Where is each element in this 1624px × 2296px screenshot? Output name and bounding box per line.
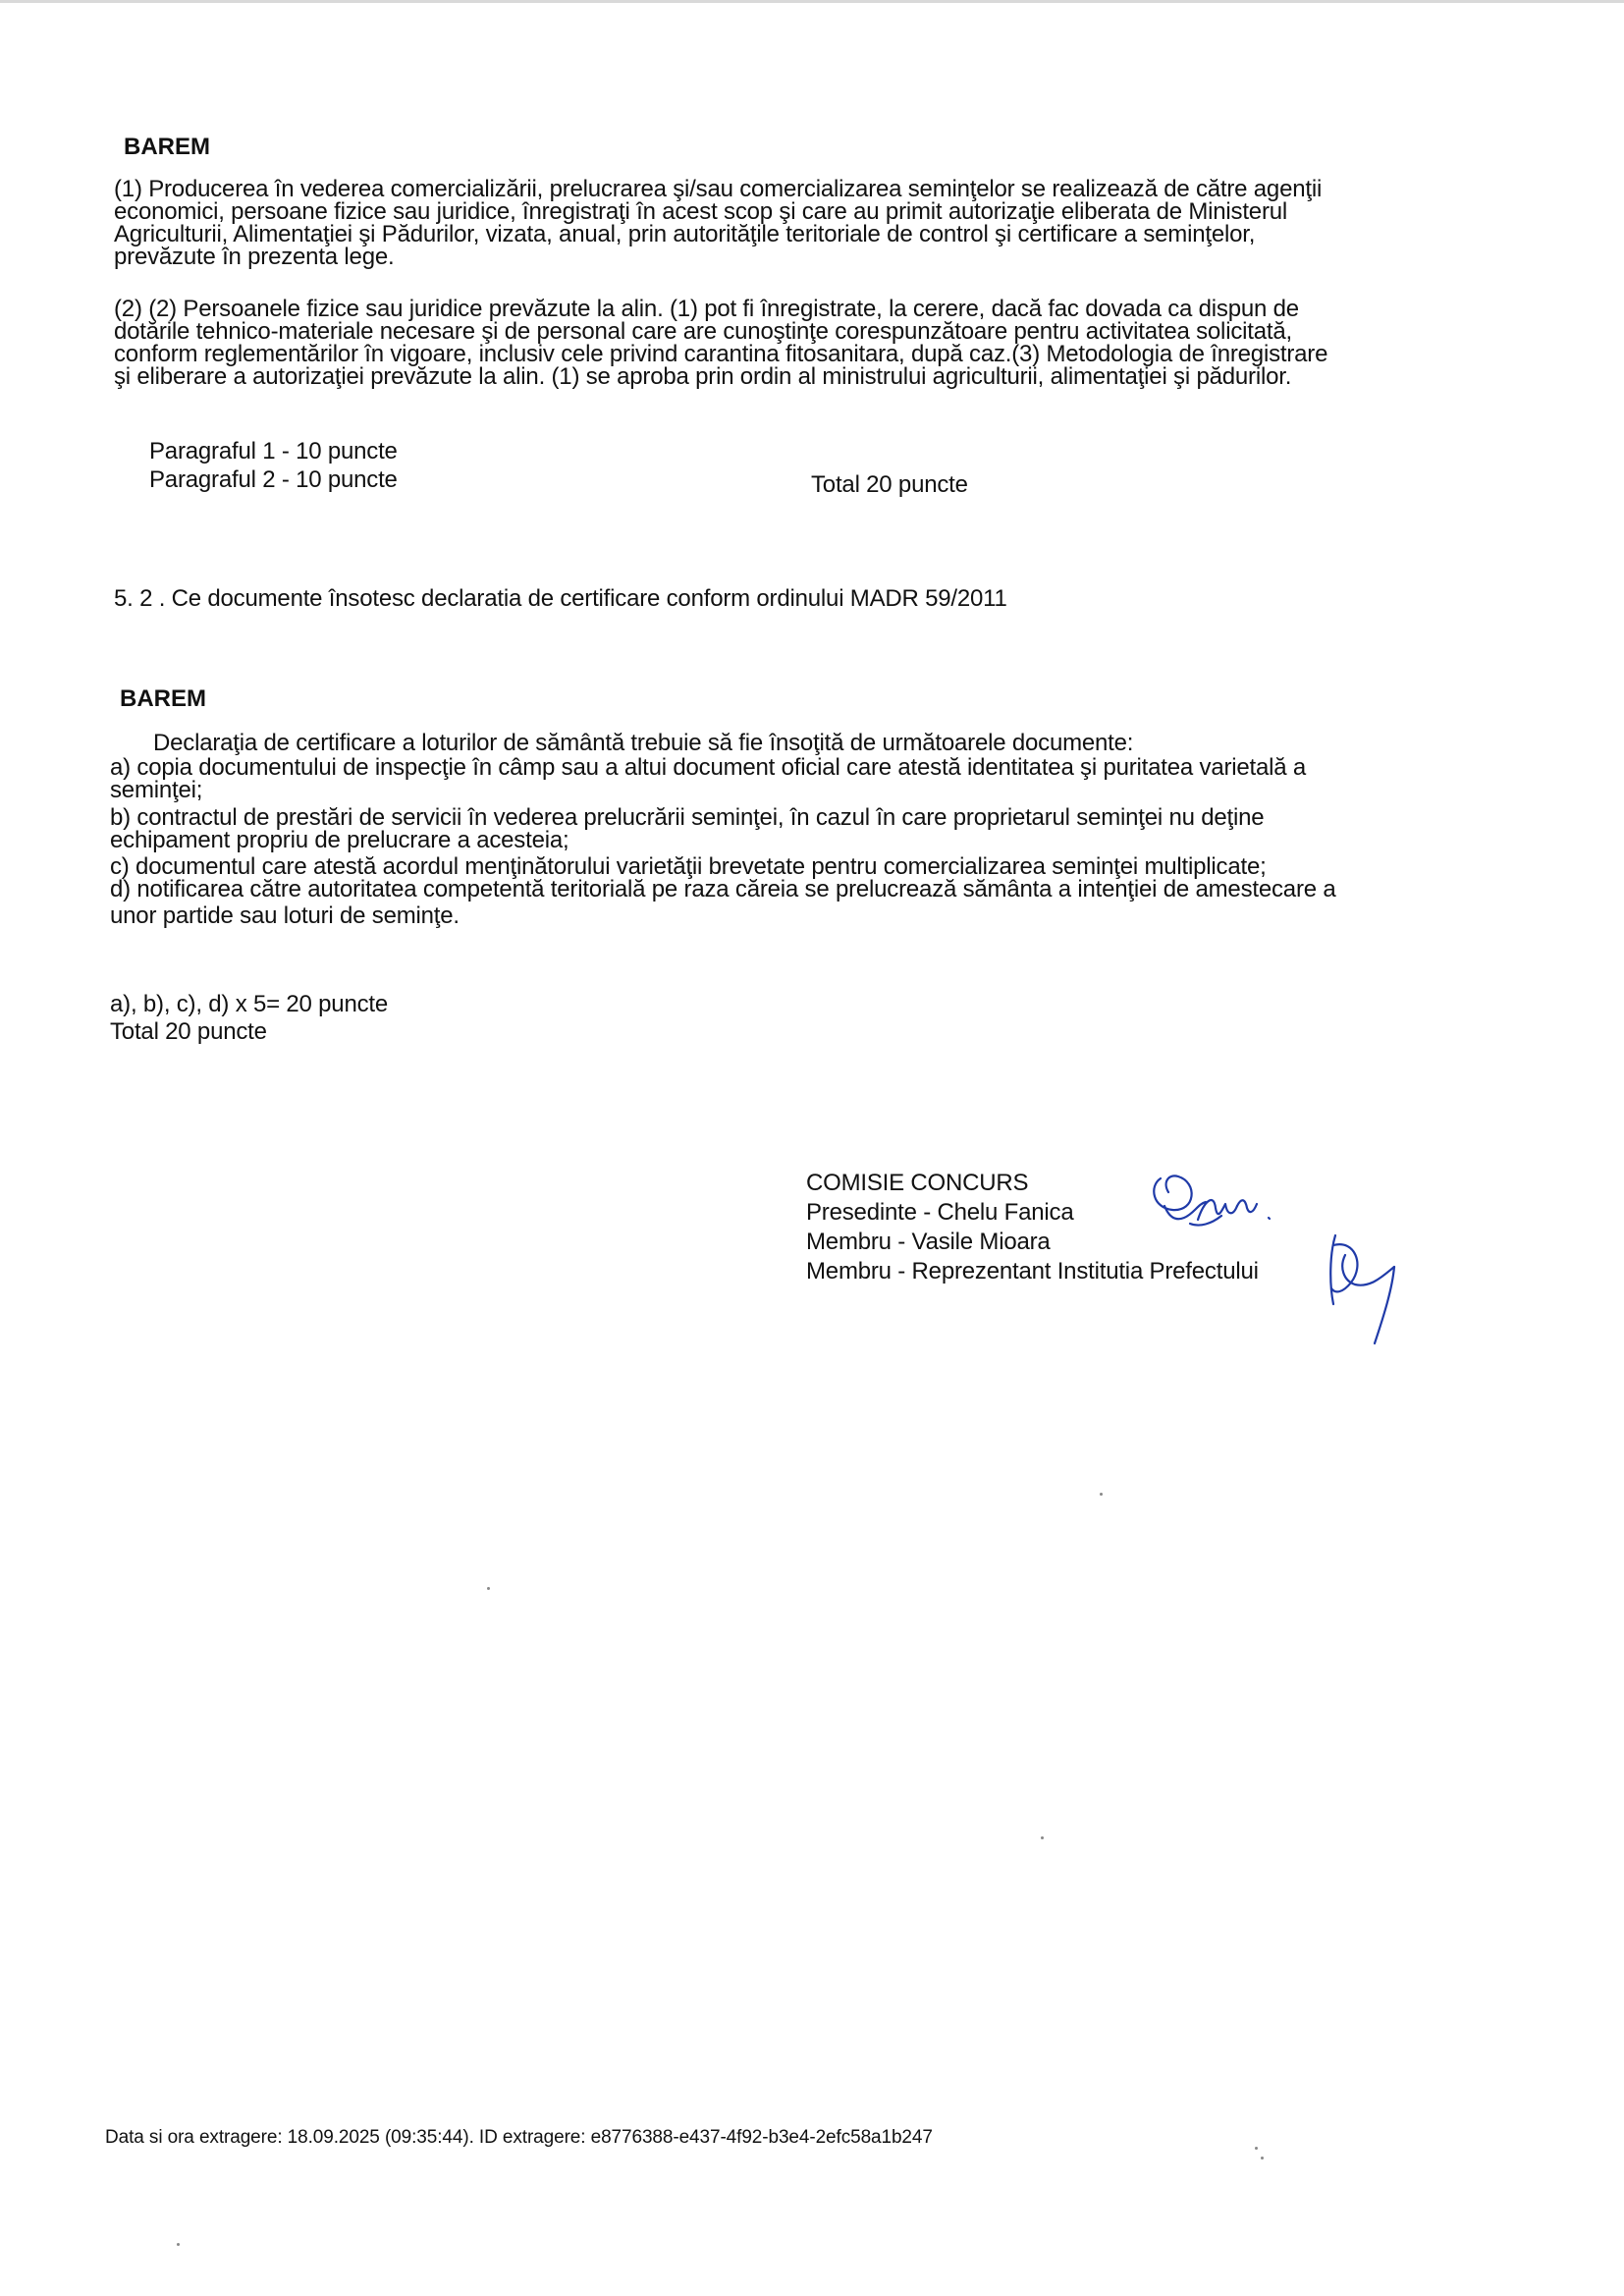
commission-member: Membru - Vasile Mioara <box>806 1229 1051 1255</box>
list-item: unor partide sau loturi de seminţe. <box>110 902 460 929</box>
list-item: c) documentul care atestă acordul menţinătorului varietăţii brevetate pentru comercializarea seminţei multiplicate; <box>110 853 1267 880</box>
scan-speck <box>1261 2157 1264 2159</box>
text-line: (1) Producerea în vederea comercializării, prelucrarea şi/sau comercializarea seminţelor se realizează de către agenţii <box>114 176 1323 202</box>
signature-president <box>1139 1159 1316 1247</box>
text-line: şi eliberare a autorizaţiei prevăzute la alin. (1) se aproba prin ordin al ministrului agriculturii, alimentaţiei şi pădurilor. <box>114 363 1292 390</box>
commission-member: Membru - Reprezentant Institutia Prefectului <box>806 1258 1259 1285</box>
total-score-1: Total 20 puncte <box>811 471 968 498</box>
list-item: echipament propriu de prelucrare a acesteia; <box>110 827 569 853</box>
scan-speck <box>487 1587 490 1590</box>
extraction-footer: Data si ora extragere: 18.09.2025 (09:35:44). ID extragere: e8776388-e437-4f92-b3e4-2efc58a1b247 <box>105 2127 933 2148</box>
commission-member: Presedinte - Chelu Fanica <box>806 1199 1074 1226</box>
text-line: economici, persoane fizice sau juridice, înregistraţi în acest scop şi care au primit autorizaţie eliberata de Ministerul <box>114 198 1288 225</box>
text-line: dotările tehnico-materiale necesare şi de personal care are cunoştinţe corespunzătoare pentru activitatea solicitată, <box>114 318 1292 345</box>
list-item: b) contractul de prestări de servicii în vederea prelucrării seminţei, în cazul în care proprietarul seminţei nu deţine <box>110 804 1265 831</box>
total-score-2: Total 20 puncte <box>110 1018 267 1045</box>
text-line: conform reglementărilor în vigoare, inclusiv cele privind carantina fitosanitara, după caz.(3) Metodologia de înregistrare <box>114 341 1328 367</box>
documents-list <box>110 756 1336 927</box>
list-item: a) copia documentului de inspecţie în câmp sau a altui document oficial care atestă identitatea şi puritatea varietală a <box>110 754 1307 781</box>
commission-title: COMISIE CONCURS <box>806 1170 1029 1196</box>
list-item: seminţei; <box>110 777 203 803</box>
paragraph-1 <box>114 178 1322 268</box>
score-section-2: a), b), c), d) x 5= 20 puncte <box>110 991 389 1017</box>
scan-top-edge <box>0 0 1624 3</box>
scan-speck <box>1255 2147 1258 2150</box>
declaration-intro: Declaraţia de certificare a loturilor de sământă trebuie să fie însoţită de următoarele documente: <box>153 730 1134 756</box>
scan-speck <box>1041 1836 1044 1839</box>
list-item: d) notificarea către autoritatea competentă teritorială pe raza căreia se prelucrează sământa a intenţiei de amestecare a <box>110 876 1336 902</box>
scan-speck <box>177 2243 180 2246</box>
score-paragraph-1: Paragraful 1 - 10 puncte <box>149 438 398 465</box>
question-5-2: 5. 2 . Ce documente însotesc declaratia de certificare conform ordinului MADR 59/2011 <box>114 585 1007 612</box>
barem-heading-1: BAREM <box>124 134 210 160</box>
score-paragraph-2: Paragraful 2 - 10 puncte <box>149 466 398 493</box>
signature-member <box>1316 1226 1414 1353</box>
text-line: (2) (2) Persoanele fizice sau juridice prevăzute la alin. (1) pot fi înregistrate, la cerere, dacă fac dovada ca dispun de <box>114 296 1299 322</box>
text-line: Agriculturii, Alimentaţiei şi Pădurilor, vizata, anual, prin autorităţile teritoriale de control şi certificare a seminţelor, <box>114 221 1256 247</box>
paragraph-2 <box>114 298 1327 388</box>
text-line: prevăzute în prezenta lege. <box>114 244 395 270</box>
scan-speck <box>1100 1493 1103 1496</box>
barem-heading-2: BAREM <box>120 685 206 712</box>
